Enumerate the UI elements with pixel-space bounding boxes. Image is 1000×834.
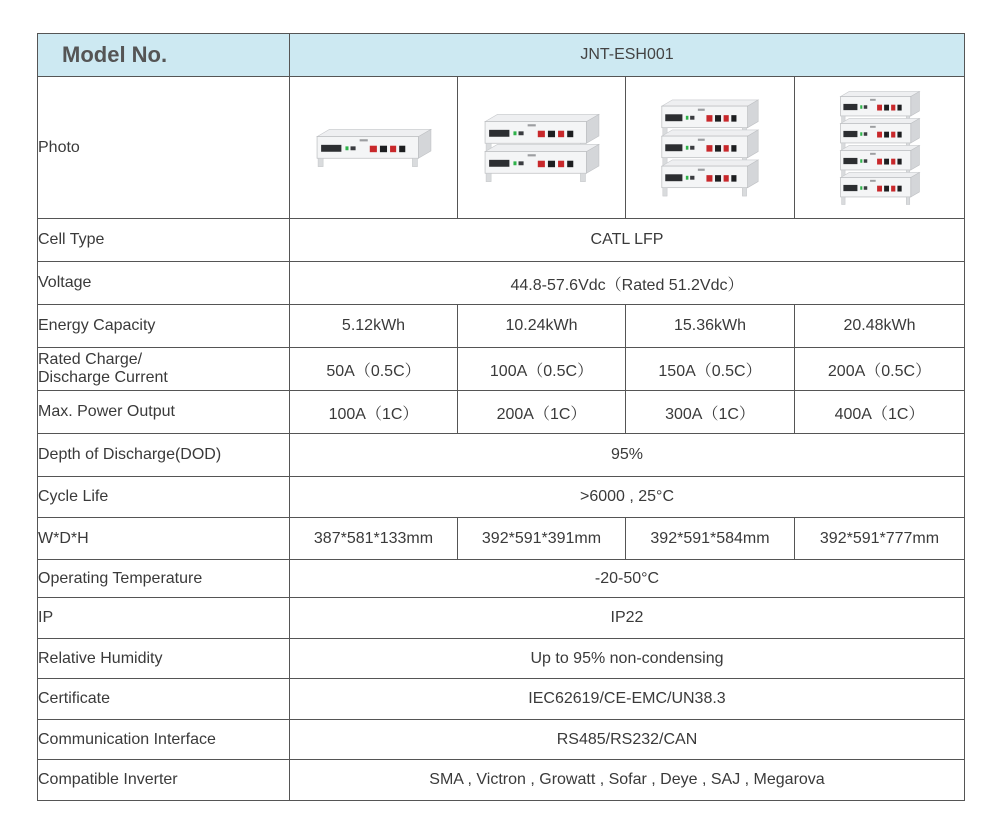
operating-temp-value: -20-50°C bbox=[290, 560, 965, 598]
energy-capacity-value: 10.24kWh bbox=[458, 305, 626, 348]
photo-row bbox=[38, 77, 965, 219]
dimensions-row bbox=[38, 518, 965, 560]
dimensions-value: 392*591*584mm bbox=[626, 518, 795, 560]
energy-capacity-value: 5.12kWh bbox=[290, 305, 458, 348]
photo-cell-4 bbox=[795, 77, 965, 219]
rated-current-value: 50A（0.5C） bbox=[290, 348, 458, 391]
ip-row bbox=[38, 598, 965, 639]
dod-value: 95% bbox=[290, 434, 965, 477]
photo-label: Photo bbox=[38, 77, 290, 219]
voltage-label: Voltage bbox=[38, 262, 290, 305]
energy-capacity-value: 20.48kWh bbox=[795, 305, 965, 348]
certificate-label: Certificate bbox=[38, 679, 290, 720]
model-row bbox=[38, 34, 965, 77]
dod-row bbox=[38, 434, 965, 477]
cycle-life-row bbox=[38, 477, 965, 518]
max-power-value: 300A（1C） bbox=[626, 391, 795, 434]
energy-capacity-value: 15.36kWh bbox=[626, 305, 795, 348]
certificate-row bbox=[38, 679, 965, 720]
humidity-value: Up to 95% non-condensing bbox=[290, 639, 965, 679]
ip-value: IP22 bbox=[290, 598, 965, 639]
photo-cell-2 bbox=[458, 77, 626, 219]
communication-value: RS485/RS232/CAN bbox=[290, 720, 965, 760]
max-power-value: 100A（1C） bbox=[290, 391, 458, 434]
rated-current-value: 150A（0.5C） bbox=[626, 348, 795, 391]
dimensions-value: 387*581*133mm bbox=[290, 518, 458, 560]
rated-current-value: 200A（0.5C） bbox=[795, 348, 965, 391]
humidity-row bbox=[38, 639, 965, 679]
photo-cell-1 bbox=[290, 77, 458, 219]
rated-current-label-line1: Rated Charge/ bbox=[38, 351, 143, 368]
inverter-label: Compatible Inverter bbox=[38, 760, 290, 801]
communication-row bbox=[38, 720, 965, 760]
operating-temp-label: Operating Temperature bbox=[38, 560, 290, 598]
battery-module-3-icon bbox=[655, 84, 765, 212]
dimensions-label: W*D*H bbox=[38, 518, 290, 560]
energy-capacity-row bbox=[38, 305, 965, 348]
dod-label: Depth of Discharge(DOD) bbox=[38, 434, 290, 477]
inverter-value: SMA , Victron , Growatt , Sofar , Deye , SAJ , Megarova bbox=[290, 760, 965, 801]
communication-label: Communication Interface bbox=[38, 720, 290, 760]
battery-module-4-icon bbox=[835, 84, 925, 212]
operating-temp-row bbox=[38, 560, 965, 598]
cell-type-row bbox=[38, 219, 965, 262]
dimensions-value: 392*591*391mm bbox=[458, 518, 626, 560]
photo-cell-3 bbox=[626, 77, 795, 219]
rated-current-row bbox=[38, 348, 965, 391]
model-label: Model No. bbox=[38, 34, 290, 77]
rated-current-value: 100A（0.5C） bbox=[458, 348, 626, 391]
voltage-value: 44.8-57.6Vdc（Rated 51.2Vdc） bbox=[290, 262, 965, 305]
battery-module-2-icon bbox=[477, 88, 607, 208]
rated-current-label bbox=[38, 348, 290, 391]
inverter-row bbox=[38, 760, 965, 801]
max-power-label: Max. Power Output bbox=[38, 391, 290, 434]
model-value: JNT-ESH001 bbox=[290, 34, 965, 77]
energy-capacity-label: Energy Capacity bbox=[38, 305, 290, 348]
rated-current-label-line2: Discharge Current bbox=[38, 369, 168, 386]
dimensions-value: 392*591*777mm bbox=[795, 518, 965, 560]
max-power-value: 200A（1C） bbox=[458, 391, 626, 434]
certificate-value: IEC62619/CE-EMC/UN38.3 bbox=[290, 679, 965, 720]
ip-label: IP bbox=[38, 598, 290, 639]
spec-table bbox=[37, 33, 965, 801]
cycle-life-label: Cycle Life bbox=[38, 477, 290, 518]
battery-module-1-icon bbox=[309, 98, 439, 198]
cell-type-value: CATL LFP bbox=[290, 219, 965, 262]
cycle-life-value: >6000 , 25°C bbox=[290, 477, 965, 518]
humidity-label: Relative Humidity bbox=[38, 639, 290, 679]
voltage-row bbox=[38, 262, 965, 305]
max-power-value: 400A（1C） bbox=[795, 391, 965, 434]
max-power-row bbox=[38, 391, 965, 434]
cell-type-label: Cell Type bbox=[38, 219, 290, 262]
